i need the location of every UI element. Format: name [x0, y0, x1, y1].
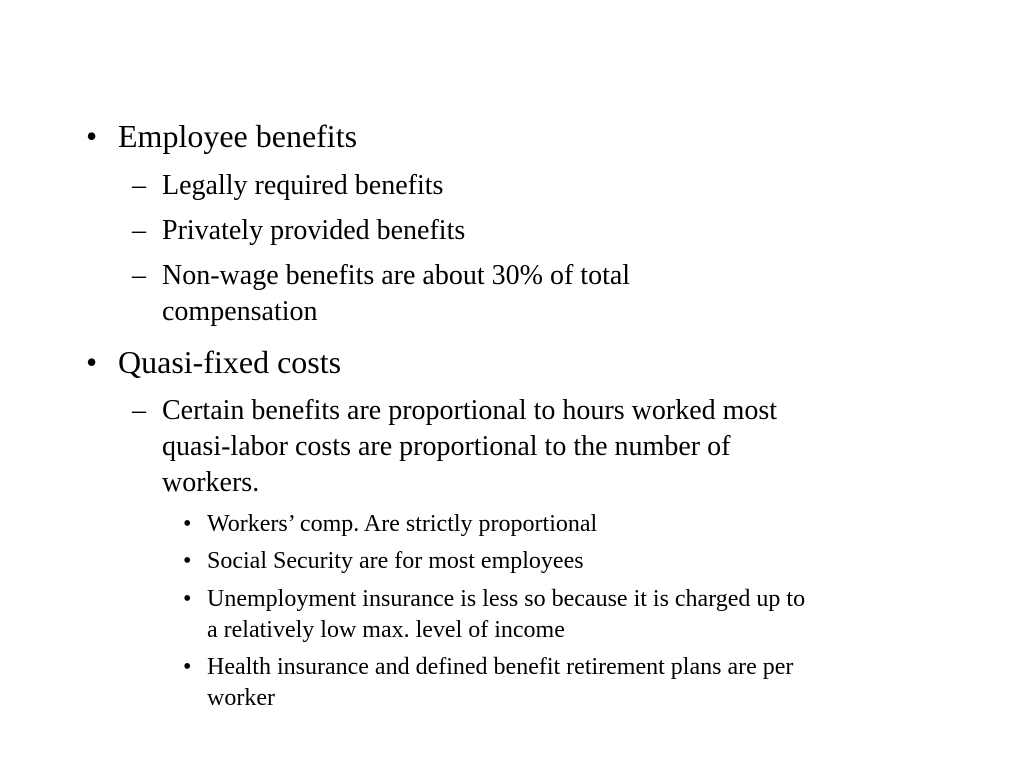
sub-bullet-text-line: quasi-labor costs are proportional to the number of: [162, 431, 731, 462]
dash-marker: –: [132, 260, 146, 291]
sub-bullet-text-line: workers.: [162, 467, 260, 498]
dash-marker: –: [132, 395, 146, 426]
bullet-marker: •: [86, 118, 98, 154]
bullet-marker: •: [183, 511, 192, 537]
bullet-text: Employee benefits: [118, 118, 358, 154]
sub-sub-bullet-text-line: Unemployment insurance is less so because it is charged up to: [207, 586, 806, 612]
sub-sub-bullet-text-line: worker: [207, 685, 275, 711]
bullet-marker: •: [183, 548, 192, 574]
bullet-text: Quasi-fixed costs: [118, 344, 342, 380]
bullet-marker: •: [183, 654, 192, 680]
bullet-marker: •: [183, 586, 192, 612]
bullet-marker: •: [86, 344, 98, 380]
dash-marker: –: [132, 170, 146, 201]
dash-marker: –: [132, 215, 146, 246]
sub-bullet-text: Legally required benefits: [162, 170, 444, 201]
sub-bullet-text: Privately provided benefits: [162, 215, 466, 246]
sub-bullet-text-line: Non-wage benefits are about 30% of total: [162, 260, 631, 291]
sub-sub-bullet-text-line: Health insurance and defined benefit retirement plans are per: [207, 654, 794, 680]
sub-bullet-text-line: Certain benefits are proportional to hours worked most: [162, 395, 778, 426]
sub-sub-bullet-text: Social Security are for most employees: [207, 548, 584, 574]
sub-bullet-text-line: compensation: [162, 296, 318, 327]
sub-sub-bullet-text: Workers’ comp. Are strictly proportional: [207, 511, 598, 537]
sub-sub-bullet-text-line: a relatively low max. level of income: [207, 617, 565, 643]
